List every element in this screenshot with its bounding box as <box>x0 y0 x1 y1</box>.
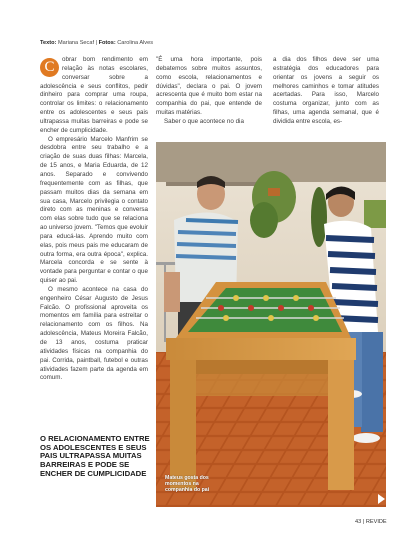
paragraph-quote: "É uma hora importante, pois debatemos sobre muitos assuntos, como escola, relacionamentos e dúvidas", declara o pai. O jovem acrescenta que é muito bom estar na companhia do pai, que entende de muitas matérias. <box>156 56 262 117</box>
drop-cap: C <box>40 58 59 77</box>
paragraph-intro: obrar bom rendimento em relação às notas escolares, conversar sobre a adolescência e seus conflitos, pedir dinheiro para comprar uma roupa, controlar os limites: o relacionamento entre os adolescentes e seus pais ultrapassa muitas barreiras e pode se encher de cumplicidade. <box>40 56 148 134</box>
credits-text-author: Mariana Secaf <box>57 40 95 46</box>
continue-arrow-icon <box>378 494 385 504</box>
credits-line <box>40 40 153 46</box>
article-column-3 <box>273 56 379 127</box>
credits-separator: | <box>95 40 98 46</box>
page-footer <box>355 519 387 525</box>
credits-photo-author: Carolina Alves <box>117 40 154 46</box>
paragraph-marcelo: O empresário Marcelo Manfrim se desdobra entre seu trabalho e a criação de suas duas filhas: Marcela, de 15 anos, e Maria Eduarda, de 12 anos. Separado e convivendo frequentemente com as filhas, que passam muitos dias da semana em sua casa, Marcelo privilegia o contato direto com as meninas e conversa com elas sobre tudo que se relaciona ao universo jovem. "Temos que evoluir para educá-las. Aprendo muito com elas, pois meus pais me educaram de outra forma, era outra época", explica. Marcela concorda e se sente à vontade para perguntar e contar o que quiser ao pai. <box>40 135 148 285</box>
credits-photo-label: Fotos: <box>98 40 116 46</box>
footer-separator: | <box>362 519 365 525</box>
paragraph-cesar: O mesmo acontece na casa do engenheiro César Augusto de Jesus Falcão. O profissional aproveita os momentos em família para estreitar o relacionamento com os filhos. Na adolescência, Mateus Moreira Falcão, de 13 anos, costuma praticar atividades físicas na companhia do pai. Corrida, paintball, futebol e outras atividades fazem parte da agenda em comum. <box>40 285 148 382</box>
paragraph-strategy: a dia dos filhos deve ser uma estratégia dos educadores para orientar os jovens a seguir os melhores caminhos e tomar atitudes acertadas. Para isso, Marcelo costuma organizar, junto com as filhas, uma agenda semanal, que é dividida entre escola, es- <box>273 56 379 125</box>
credits-text-label: Texto: <box>40 40 57 46</box>
page-number: 43 <box>355 519 362 525</box>
article-photo <box>156 142 386 507</box>
pull-quote: O RELACIONAMENTO ENTRE OS ADOLESCENTES E SEUS PAIS ULTRAPASSA MUITAS BARREIRAS E PODE SE ENCHER DE CUMPLICIDADE <box>40 434 150 478</box>
article-column-2 <box>156 56 262 127</box>
magazine-name: REVIDE <box>365 519 387 525</box>
paragraph-daily: Saber o que acontece no dia <box>164 117 244 125</box>
photo-caption: Mateus gosta dos momentos na companhia do pai <box>165 475 210 493</box>
article-column-1 <box>40 56 148 383</box>
